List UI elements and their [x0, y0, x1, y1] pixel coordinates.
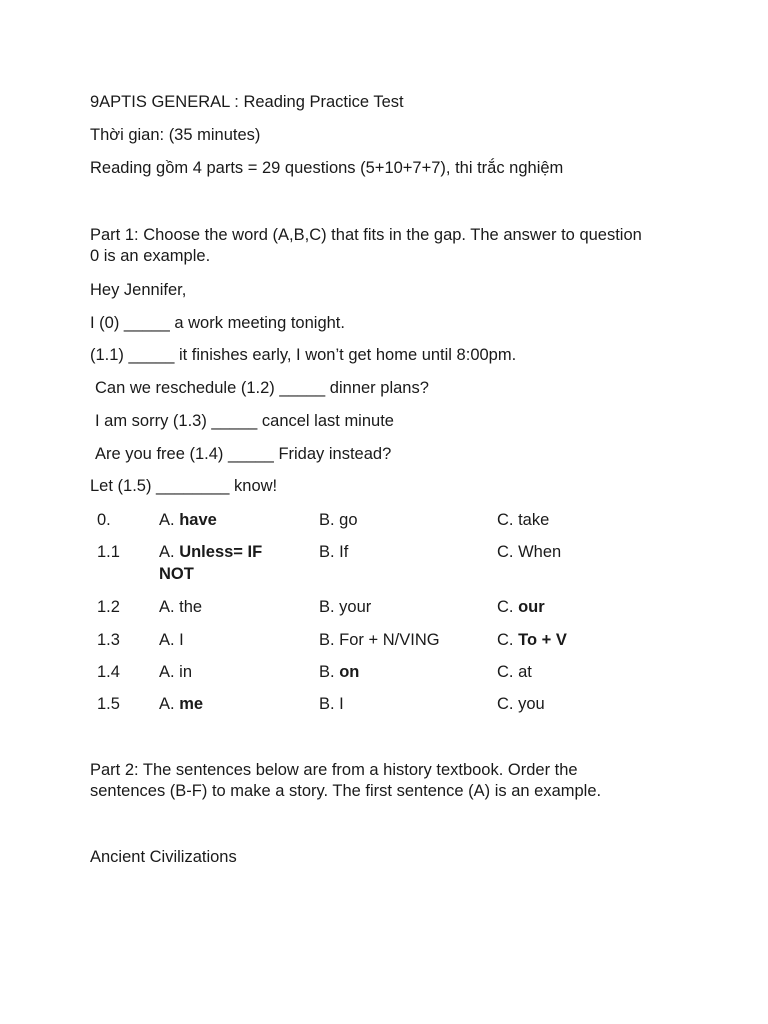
- test-summary: Reading gồm 4 parts = 29 questions (5+10+7+7), thi trắc nghiệm: [90, 159, 564, 177]
- question-number: 1.3: [97, 631, 120, 649]
- option-b: B. your: [319, 598, 372, 616]
- option-a: A. have: [159, 511, 217, 529]
- option-b: B. I: [319, 695, 344, 713]
- document-title: 9APTIS GENERAL : Reading Practice Test: [90, 93, 404, 111]
- letter-line: I (0) _____ a work meeting tonight.: [90, 314, 345, 332]
- letter-line: Hey Jennifer,: [90, 281, 187, 299]
- option-c: C. our: [497, 598, 545, 616]
- letter-line: I am sorry (1.3) _____ cancel last minute: [95, 412, 394, 430]
- question-number: 0.: [97, 511, 111, 529]
- option-c: C. To + V: [497, 631, 567, 649]
- option-b: B. go: [319, 511, 358, 529]
- option-a: A. Unless= IF NOT: [159, 543, 263, 583]
- part2-instruction: Part 2: The sentences below are from a history textbook. Order the sentences (B-F) to make a story. The first sentence (A) is an example.: [90, 761, 602, 800]
- option-c: C. When: [497, 543, 562, 561]
- option-c: C. you: [497, 695, 545, 713]
- question-number: 1.2: [97, 598, 120, 616]
- option-b: B. If: [319, 543, 349, 561]
- question-number: 1.1: [97, 543, 120, 561]
- letter-line: (1.1) _____ it finishes early, I won’t get home until 8:00pm.: [90, 346, 517, 364]
- option-b: B. For + N/VING: [319, 631, 440, 649]
- letter-line: Are you free (1.4) _____ Friday instead?: [95, 445, 392, 463]
- option-c: C. take: [497, 511, 550, 529]
- part2-heading: Ancient Civilizations: [90, 848, 237, 866]
- letter-line: Let (1.5) ________ know!: [90, 477, 278, 495]
- option-a: A. in: [159, 663, 193, 681]
- letter-line: Can we reschedule (1.2) _____ dinner plans?: [95, 379, 429, 397]
- part1-instruction: Part 1: Choose the word (A,B,C) that fits in the gap. The answer to question 0 is an example.: [90, 226, 642, 265]
- question-number: 1.5: [97, 695, 120, 713]
- option-b: B. on: [319, 663, 360, 681]
- question-number: 1.4: [97, 663, 120, 681]
- option-a: A. I: [159, 631, 184, 649]
- option-a: A. me: [159, 695, 204, 713]
- option-a: A. the: [159, 598, 203, 616]
- option-c: C. at: [497, 663, 532, 681]
- time-allowed: Thời gian: (35 minutes): [90, 126, 261, 144]
